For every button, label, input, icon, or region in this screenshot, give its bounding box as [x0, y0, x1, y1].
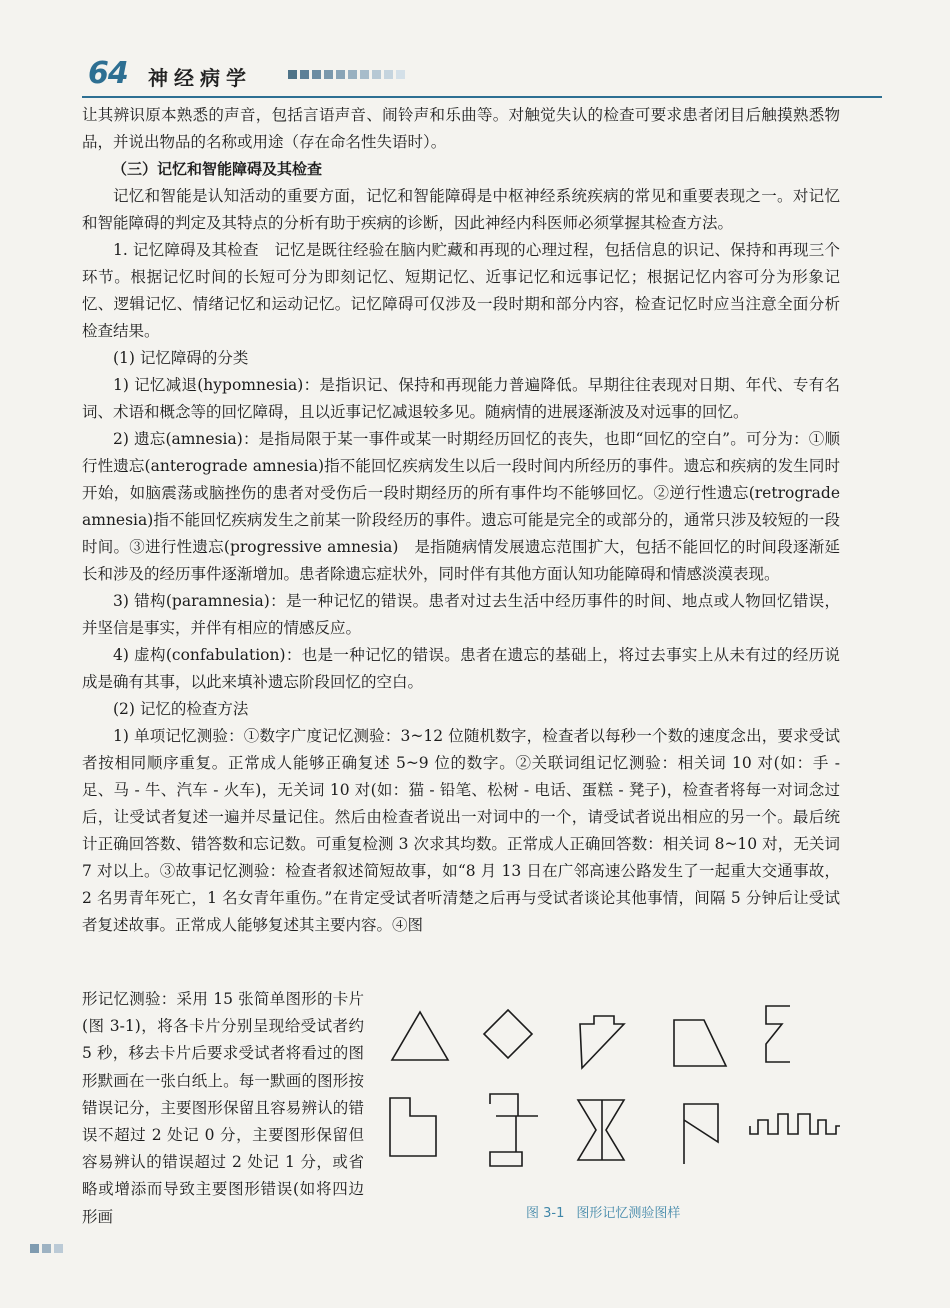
wrapped-paragraph: 形记忆测验：采用 15 张简单图形的卡片(图 3-1)，将各卡片分别呈现给受试者约 5 秒，移去卡片后要求受试者将看过的图形默画在一张白纸上。每一默画的图形按错误记分，主要图形保留且容易辨认的错误不超过 2 处记 0 分，主要图形保留但容易辨认的错误超过 2 处记 1 分，或省略或增添而导致主要图形错误(如将四边形画 — [82, 990, 364, 1226]
hourglass-shape — [578, 1100, 624, 1160]
paragraph: 4) 虚构(confabulation)：也是一种记忆的错误。患者在遗忘的基础上，将过去事实上从未有过的经历说成是确有其事，以此来填补遗忘阶段回忆的空白。 — [82, 646, 840, 691]
sub-heading: (2) 记忆的检查方法 — [113, 700, 249, 718]
figure-caption — [526, 1202, 692, 1221]
zigzag-shape — [766, 1006, 790, 1062]
header-rule — [82, 96, 882, 98]
cross-step-shape — [490, 1094, 538, 1166]
trapezoid-shape — [674, 1020, 726, 1066]
header-decoration — [288, 70, 405, 79]
section-heading: （三）记忆和智能障碍及其检查 — [112, 160, 323, 178]
diamond-shape — [484, 1010, 532, 1058]
sub-heading: (1) 记忆障碍的分类 — [113, 349, 249, 367]
figure-3-1 — [378, 994, 858, 1224]
paragraph: 3) 错构(paramnesia)：是一种记忆的错误。患者对过去生活中经历事件的时间、地点或人物回忆错误，并坚信是事实，并伴有相应的情感反应。 — [82, 592, 840, 637]
l-cutout-shape — [390, 1098, 436, 1156]
flag-shape — [684, 1104, 718, 1164]
triangle-shape — [392, 1012, 448, 1060]
page-number: 64 — [88, 56, 128, 91]
footer-decoration — [30, 1244, 63, 1253]
page-header — [82, 56, 882, 96]
body-text — [82, 102, 840, 939]
paragraph: 2) 遗忘(amnesia)：是指局限于某一事件或某一时期经历回忆的丧失，也即“回忆的空白”。可分为：①顺行性遗忘(anterograde amnesia)指不能回忆疾病发生以后一段时间内所经历的事件。遗忘和疾病的发生同时开始，如脑震荡或脑挫伤的患者对受伤后一段时期经历的所有事件均不能够回忆。②逆行性遗忘(retrograde amnesia)指不能回忆疾病发生之前某一阶段经历的事件。遗忘可能是完全的或部分的，通常只涉及较短的一段时间。③进行性遗忘(progressive amnesia) 是指随病情发展遗忘范围扩大，包括不能回忆的时间段逐渐延长和涉及的经历事件逐渐增加。患者除遗忘症状外，同时伴有其他方面认知功能障碍和情感淡漠表现。 — [82, 430, 840, 583]
figure-label: 图 3-1 — [526, 1206, 565, 1221]
paragraph: 1. 记忆障碍及其检查 记忆是既往经验在脑内贮藏和再现的心理过程，包括信息的识记、保持和再现三个环节。根据记忆时间的长短可分为即刻记忆、短期记忆、近事记忆和远事记忆；根据记忆内容可分为形象记忆、逻辑记忆、情绪记忆和运动记忆。记忆障碍可仅涉及一段时期和部分内容，检查记忆时应当注意全面分析检查结果。 — [82, 241, 840, 340]
paragraph: 1) 记忆减退(hypomnesia)：是指识记、保持和再现能力普遍降低。早期往往表现对日期、年代、专有名词、术语和概念等的回忆障碍，且以近事记忆减退较多见。随病情的进展逐渐波及对远事的回忆。 — [82, 376, 840, 421]
notched-shape — [580, 1016, 624, 1068]
paragraph: 让其辨识原本熟悉的声音，包括言语声音、闹铃声和乐曲等。对触觉失认的检查可要求患者闭目后触摸熟悉物品，并说出物品的名称或用途（存在命名性失语时）。 — [82, 106, 840, 151]
square-wave-shape — [750, 1114, 840, 1134]
paragraph: 1) 单项记忆测验：①数字广度记忆测验：3~12 位随机数字，检查者以每秒一个数的速度念出，要求受试者按相同顺序重复。正常成人能够正确复述 5~9 位的数字。②关联词组记忆测验：相关词 10 对(如：手 - 足、马 - 牛、汽车 - 火车)，无关词 10 对(如：猫 - 铅笔、松树 - 电话、蛋糕 - 凳子)，检查者将每一对词念过后，让受试者复述一遍并尽量记住。然后由检查者说出一对词中的一个，请受试者说出相应的另一个。最后统计正确回答数、错答数和忘记数。可重复检测 3 次求其均数。正常成人正确回答数：相关词 8~10 对，无关词 7 对以上。③故事记忆测验：检查者叙述简短故事，如“8 月 13 日在广邻高速公路发生了一起重大交通事故，2 名男青年死亡，1 名女青年重伤。”在肯定受试者听清楚之后再与受试者谈论其他事情，间隔 5 分钟后让受试者复述故事。正常成人能够复述其主要内容。④图 — [82, 727, 840, 934]
figure-caption-text: 图形记忆测验图样 — [576, 1206, 681, 1221]
chapter-title: 神经病学 — [148, 66, 252, 90]
figure-shapes — [378, 994, 858, 1194]
paragraph: 记忆和智能是认知活动的重要方面，记忆和智能障碍是中枢神经系统疾病的常见和重要表现之一。对记忆和智能障碍的判定及其特点的分析有助于疾病的诊断，因此神经内科医师必须掌握其检查方法。 — [82, 187, 840, 232]
